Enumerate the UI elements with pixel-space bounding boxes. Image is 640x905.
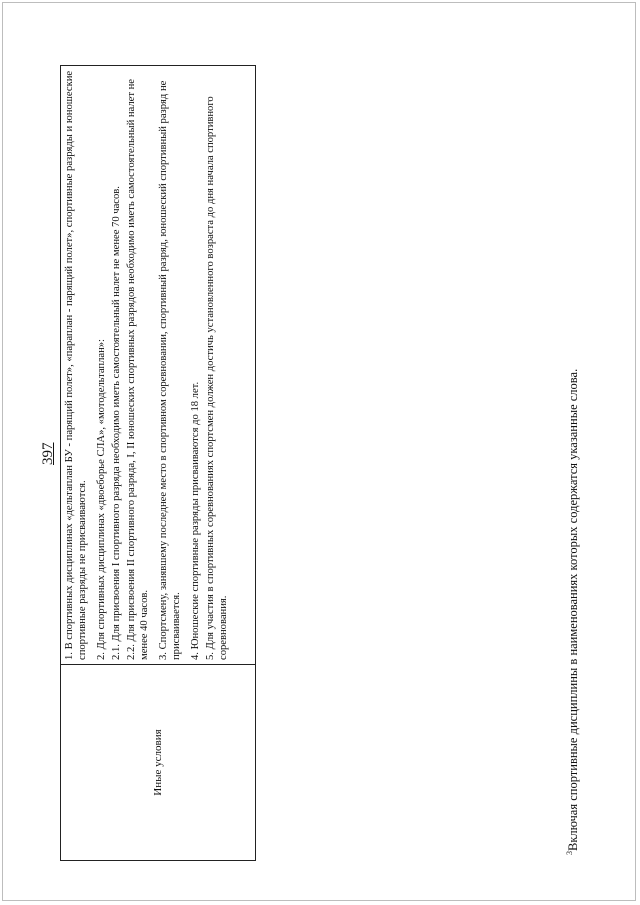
condition-item-2-1: 2.1. Для присвоения I спортивного разряда необходимо иметь самостоятельный налет не менее 70 часов. xyxy=(111,186,122,660)
condition-item-1: 1. В спортивных дисциплинах «дельтаплан БУ - парящий полет», «параплан - парящий полет», спортивные разряды и юношеские спортивные разряды не присваиваются. xyxy=(64,70,88,660)
footnote xyxy=(565,55,581,855)
condition-item-2-2: 2.2. Для присвоения II спортивного разряда, I, II юношеских спортивных разрядов необходимо иметь самостоятельный налет не менее 40 часов. xyxy=(126,79,150,660)
condition-item-5: 5. Для участия в спортивных соревнованиях спортсмен должен достичь установленного возраста до дня начала спортивного соревнования. xyxy=(205,96,229,660)
condition-item-4: 4. Юношеские спортивные разряды присваиваются до 18 лет. xyxy=(190,381,201,660)
footnote-text: Включая спортивные дисциплины в наименованиях которых содержатся указанные слова. xyxy=(566,368,581,851)
page-number: 397 xyxy=(40,442,56,465)
condition-item-3: 3. Спортсмену, занявшему последнее место в спортивном соревновании, спортивный разряд, юношеский спортивный разряд не присваивается. xyxy=(158,80,182,660)
footnote-marker: 3 xyxy=(565,851,574,855)
condition-item-2: 2. Для спортивных дисциплинах «двоеборье СЛА», «мотодельтаплан»: xyxy=(96,338,107,660)
conditions-label-cell xyxy=(61,664,255,860)
conditions-table xyxy=(60,65,256,861)
conditions-label: Иные условия xyxy=(152,729,164,796)
conditions-content-cell xyxy=(61,66,255,664)
